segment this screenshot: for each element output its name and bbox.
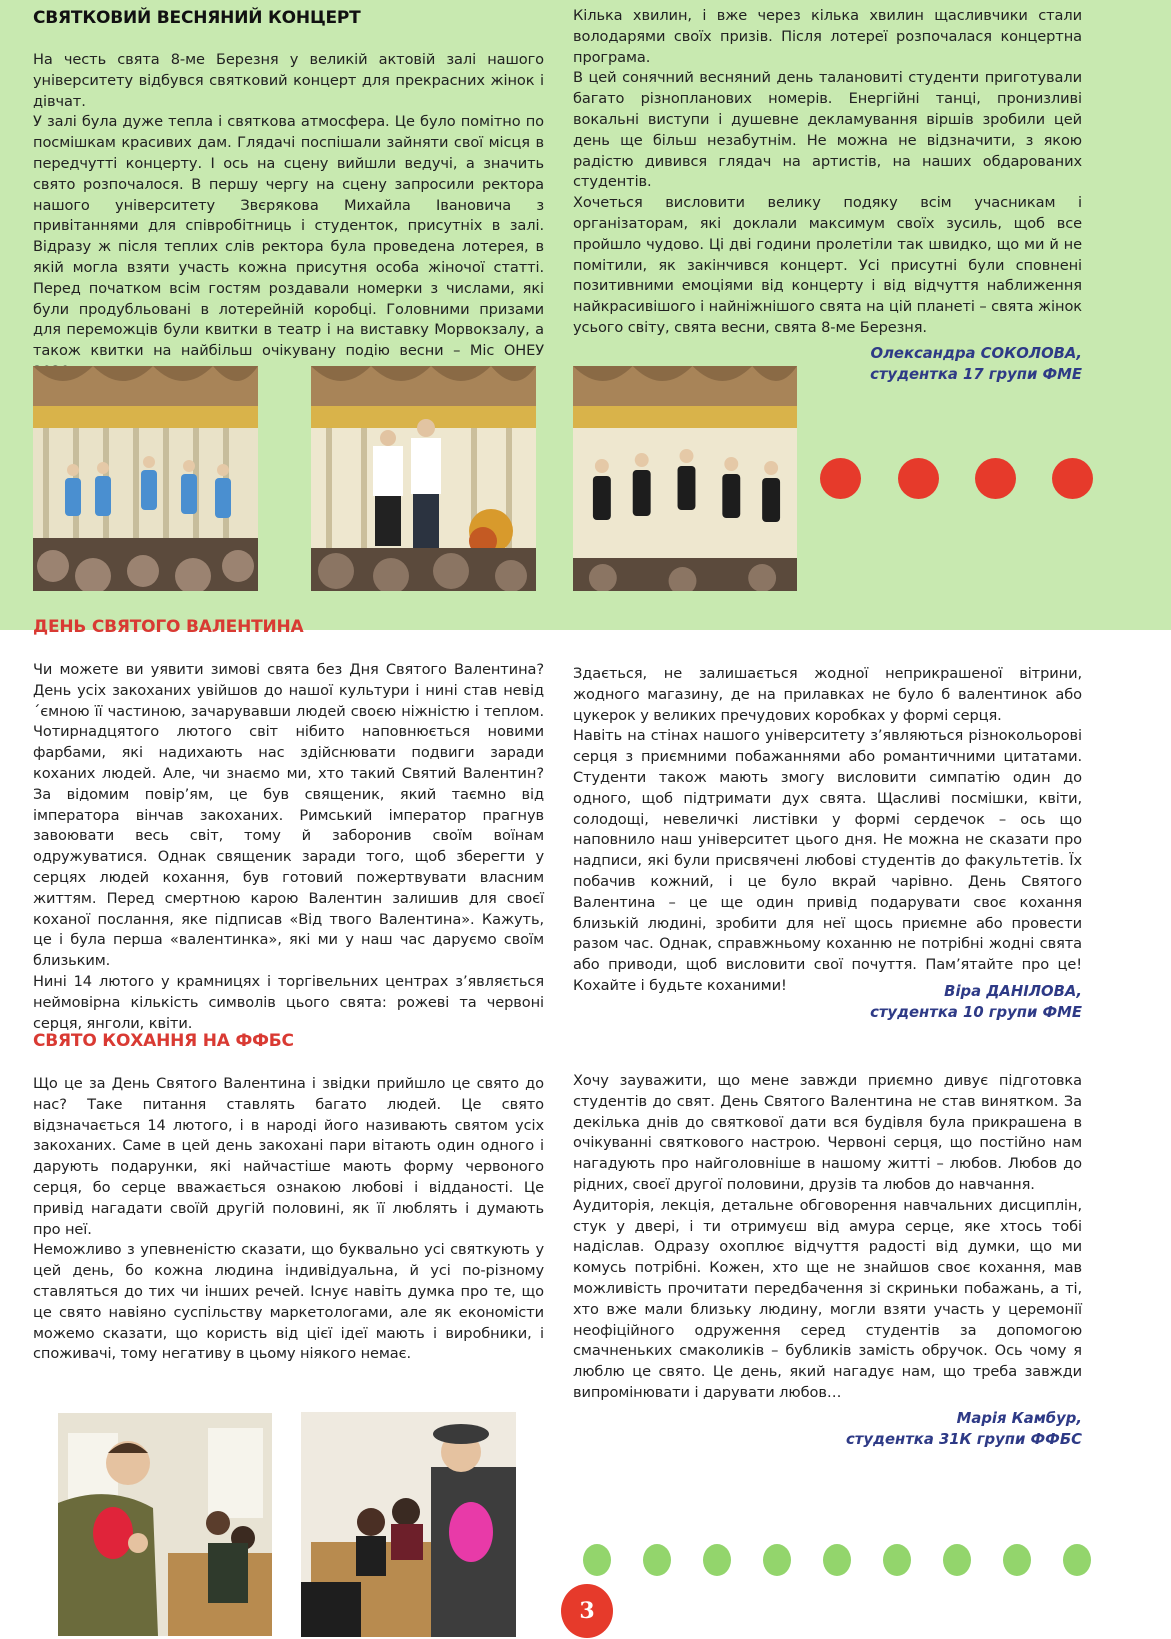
decorative-red-dot (820, 458, 861, 499)
page-number-badge: 3 (561, 1584, 613, 1638)
student-cap-heart-photo (301, 1412, 516, 1637)
concert-left-column (33, 50, 544, 383)
valentine-title: ДЕНЬ СВЯТОГО ВАЛЕНТИНА (33, 617, 304, 637)
concert-paragraph: Хочеться висловити велику подяку всім учасникам і організаторам, які доклали максимум своїх зусиль, щоб все пройшло чудово. Ці дві години пролетіли так швидко, що ми й не помітили, як закінчився концерт. Усі присутні були сповнені позитивними емоціями від концерту і від відчуття наближення найкрасивішого і найніжнішого свята на цій планеті – свята жінок усього світу, свята весни, свята 8-ме Березня. (573, 194, 1082, 336)
valentine-paragraph: Здається, не залишається жодної неприкрашеної вітрини, жодного магазину, де на прилавках не було б валентинок або цукерок у великих пречудових коробках у формі серця. (573, 665, 1082, 724)
concert-title: СВЯТКОВИЙ ВЕСНЯНИЙ КОНЦЕРТ (33, 8, 361, 28)
ffbs-paragraph: Неможливо з упевненістю сказати, що буквально усі святкують у цей день, бо кожна людина індивідуальна, й усі по-різному ставляться до тих чи інших речей. Існує навіть думка про те, що це свято навіяно суспільству маркетологами, але як економісти можемо сказати, що користь від цієї ідеї мають і виробники, і споживачі, тому негативу в цьому ніякого немає. (33, 1241, 544, 1363)
decorative-green-dot (883, 1544, 911, 1576)
concert-paragraph: На честь свята 8-ме Березня у великій актовій залі нашого університету відбувся святковий концерт для прекрасних жінок і дівчат. (33, 51, 544, 110)
decorative-green-dot (943, 1544, 971, 1576)
concert-paragraph: У залі була дуже тепла і святкова атмосфера. Це було помітно по посмішкам красивих дам. Глядачі поспішали зайняти свої місця в передчутті концерту. І ось на сцену вийшли ведучі, а значить свято розпочалося. В першу чергу на сцену запросили ректора нашого університету Звєрякова Михайла Івановича з привітаннями для співробітниць і студенток, присутніх в залі. Відразу ж після теплих слів ректора була проведена лотерея, в якій могла взяти участь кожна присутня особа жіночої статті. Перед початком всім гостям роздавали номерки з числами, які були продубльовані в лотерейній коробці. Головними призами для переможців були квитки в театр і на виставку Морвокзалу, а також квитки на найбільш очікувану подію весни – Міс ОНЕУ (33, 113, 544, 360)
decorative-green-dot (1063, 1544, 1091, 1576)
decorative-green-dot (823, 1544, 851, 1576)
decorative-green-dot (703, 1544, 731, 1576)
ffbs-paragraph: Що це за День Святого Валентина і звідки прийшло це свято до нас? Таке питання ставлять багато людей. Це свято відзначається 14 лютого, і в народі його називають святом усіх закоханих. Саме в цей день закохані пари вітають один одного і дарують подарунки, які найчастіше мають форму червоного серця, бо серце вважається ознакою любові і відданості. Це привід нагадати своїй другій половині, як її люблять і думають про неї. (33, 1075, 544, 1238)
ffbs-title: СВЯТО КОХАННЯ НА ФФБС (33, 1031, 294, 1051)
valentine-paragraph: Нині 14 лютого у крамницях і торгівельних центрах з’являється неймовірна кількість символів цього свята: рожеві та червоні серця, янголи, квіти. (33, 972, 544, 1032)
concert-paragraph: В цей сонячний весняний день талановиті студенти приготували багато різнопланових номерів. Енергійні танці, пронизливі вокальні виступи і душевне декламування віршів зробили цей день ще більш незабутнім. Не можна не відзначити, з якою радістю дивився глядач на артистів, на наших обдарованих студентів. (573, 69, 1082, 191)
decorative-green-dot (583, 1544, 611, 1576)
ffbs-paragraph: Хочу зауважити, що мене завжди приємно дивує підготовка студентів до свят. День Святого Валентина не став винятком. За декілька днів до святкової дати вся будівля була прикрашена в очікуванні святкового настрою. Червоні серця, що постійно нам нагадують про найголовніше в нашому житті – любов. Любов до рідних, своєї другої половини, друзів та любов до навчання. (573, 1072, 1082, 1193)
concert-signature (760, 343, 1082, 385)
author-group: студентка 17 групи ФМЕ (870, 366, 1082, 383)
decorative-red-dot (975, 458, 1016, 499)
concert-right-column (573, 6, 1082, 339)
valentine-left-column (33, 660, 544, 1034)
ffbs-signature (760, 1408, 1082, 1450)
decorative-green-dot (1003, 1544, 1031, 1576)
ffbs-right-column (573, 1071, 1082, 1404)
valentine-paragraph: Чи можете ви уявити зимові свята без Дня Святого Валентина? День усіх закоханих увійшов до нашої культури і нині став невід´ємною її частиною, зачарувавши людей своєю ніжністю і теплом. Чотирнадцятого лютого світ нібито наповнюється новими фарбами, які надихають нас здійснювати подвиги заради коханих людей. Але, чи знаємо ми, хто такий Святий Валентин? За відомим повір’ям, це був священик, який таємно від імператора вінчав закоханих. Римський імператор прагнув завоювати весь світ, тому й заборонив своїм воїнам одружуватися. Однак священик заради того, щоб зберегти у серцях людей кохання, був готовий пожертвувати власним життям. Перед смертною карою Валентин залишив для своєї коханої послання, яке підписав «Від твого Валентина». Кажуть, це і була перша «валентинка», які ми у наш час даруємо своїм близьким. (33, 661, 544, 970)
concert-dance-black-photo (573, 366, 797, 591)
student-thumbs-up-photo (58, 1413, 272, 1636)
author-group: студентка 31К групи ФФБС (846, 1431, 1082, 1448)
ffbs-paragraph: Аудиторія, лекція, детальне обговорення навчальних дисциплін, стук у двері, і ти отримуєш від амура серце, яке хтось тобі надіслав. Одразу охоплює відчуття радості від думки, що ми комусь потрібні. Кожен, хто ще не знайшов своє кохання, мав можливість прочитати передбачення зі скриньки побажань, а ті, хто вже мали близьку людину, могли взяти участь у церемонії неофіційного одруження серед студентів за допомогою смачненьких смаколиків – бубликів замість обручок. Ось чому я люблю це свято. Це день, який нагадує нам, що треба завжди випромінювати і дарувати любов… (573, 1196, 1082, 1401)
decorative-green-dot (763, 1544, 791, 1576)
author-name: Олександра СОКОЛОВА, (870, 345, 1082, 362)
author-group: студентка 10 групи ФМЕ (870, 1004, 1082, 1021)
concert-hosts-photo (311, 366, 536, 591)
ffbs-left-column (33, 1074, 544, 1365)
decorative-red-dot (1052, 458, 1093, 499)
decorative-red-dot (898, 458, 939, 499)
valentine-signature (760, 981, 1082, 1023)
concert-dance-blue-photo (33, 366, 258, 591)
valentine-right-column (573, 664, 1082, 997)
concert-paragraph: Кілька хвилин, і вже через кілька хвилин щасливчики стали володарями своїх призів. Після лотереї розпочалася концертна програма. (573, 7, 1082, 66)
author-name: Марія Камбур, (956, 1410, 1082, 1427)
decorative-green-dot (643, 1544, 671, 1576)
valentine-paragraph: Навіть на стінах нашого університету з’являються різнокольорові серця з приємними побажаннями або романтичними цитатами. Студенти також мають змогу висловити симпатію один до одного, щоб підтримати дух свята. Щасливі посмішки, квіти, солодощі, невеличкі листівки у формі сердечок – ось що наповнило наш університет цього дня. Не можна не сказати про надписи, які були присвячені любові студентів до факультетів. Їх побачив кожний, і це було вкрай чарівно. День Святого Валентина – це ще один привід подарувати своє кохання близькій людині, зробити для неї щось приємне або провести разом час. Однак, справжньому коханню не потрібні жодні свята або приводи, щоб висловити свої почуття. Пам’ятайте про це! Кохайте і будьте коханими! (573, 727, 1082, 994)
author-name: Віра ДАНІЛОВА, (944, 983, 1082, 1000)
